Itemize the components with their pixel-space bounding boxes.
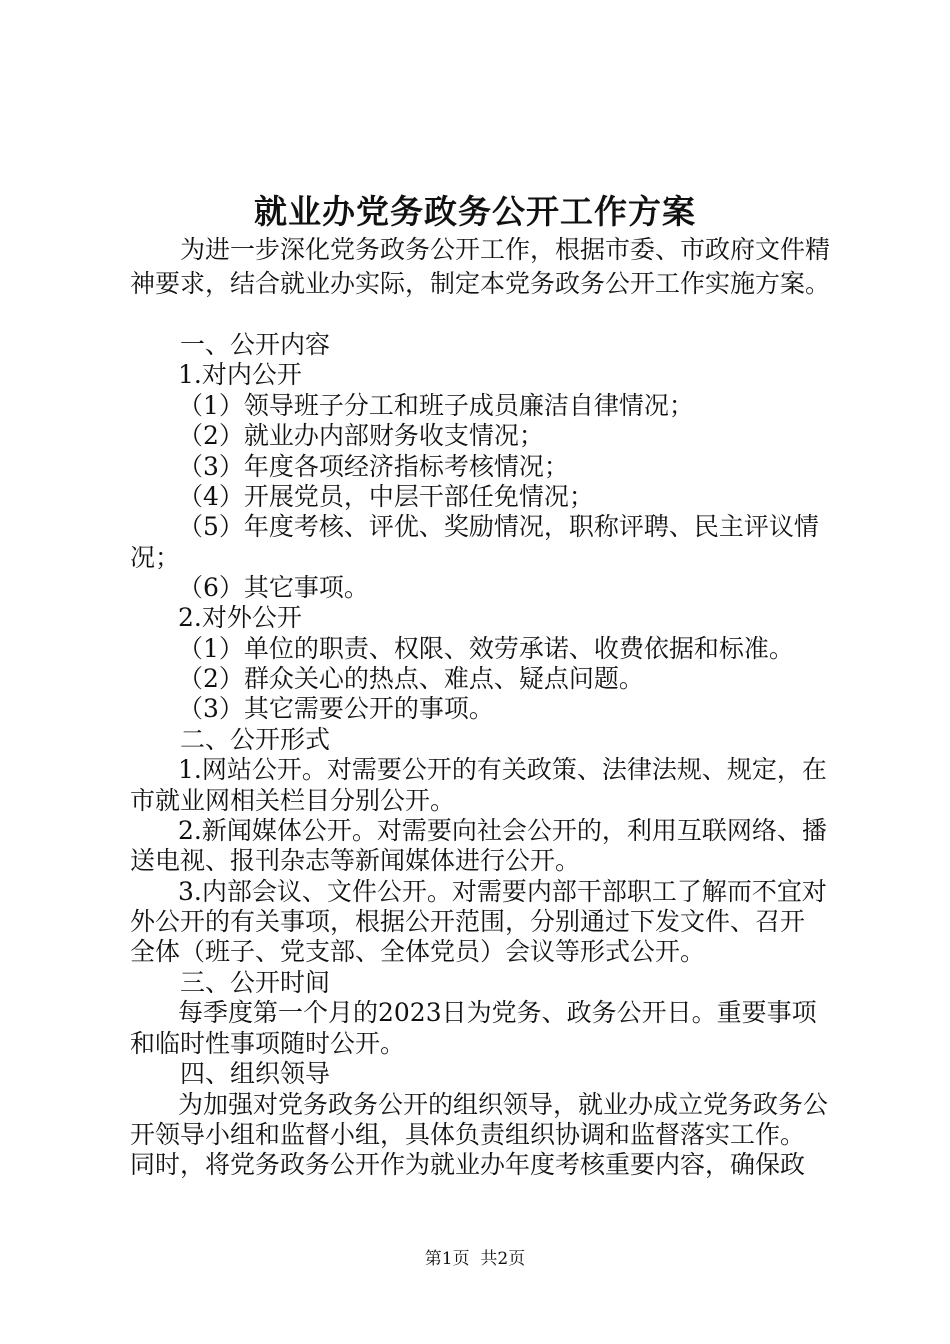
document-title: 就业办党务政务公开工作方案 xyxy=(254,192,696,231)
section-heading: 三、公开时间 xyxy=(180,968,331,997)
section-heading: 二、公开形式 xyxy=(180,725,331,754)
paragraph-line: 市就业网相关栏目分别公开。 xyxy=(130,786,456,815)
paragraph-line: 外公开的有关事项，根据公开范围，分别通过下发文件、召开 xyxy=(130,907,806,936)
list-item: （5）年度考核、评优、奖励情况，职称评聘、民主评议情 xyxy=(178,512,819,541)
list-item: （6）其它事项。 xyxy=(178,573,369,602)
section-heading: 一、公开内容 xyxy=(180,330,331,359)
list-item: （3）年度各项经济指标考核情况； xyxy=(178,452,569,481)
subsection-heading: 2.对外公开 xyxy=(178,603,302,632)
section-heading: 四、组织领导 xyxy=(180,1059,331,1088)
paragraph-line: 全体（班子、党支部、全体党员）会议等形式公开。 xyxy=(130,937,706,966)
list-item: （2）群众关心的热点、难点、疑点问题。 xyxy=(178,664,644,693)
list-item: （1）单位的职责、权限、效劳承诺、收费依据和标准。 xyxy=(178,634,794,663)
paragraph-line: 送电视、报刊杂志等新闻媒体进行公开。 xyxy=(130,846,581,875)
list-item: （3）其它需要公开的事项。 xyxy=(178,694,494,723)
page-footer: 第1页 共2页 xyxy=(424,1249,526,1269)
paragraph-line: 神要求，结合就业办实际，制定本党务政务公开工作实施方案。 xyxy=(130,269,831,298)
list-item-continuation: 况； xyxy=(130,543,181,572)
paragraph-line: 和临时性事项随时公开。 xyxy=(130,1029,406,1058)
paragraph-line: 开领导小组和监督小组，具体负责组织协调和监督落实工作。 xyxy=(130,1120,806,1149)
list-item: （2）就业办内部财务收支情况； xyxy=(178,421,544,450)
paragraph-line: 2.新闻媒体公开。对需要向社会公开的，利用互联网络、播 xyxy=(178,816,827,845)
paragraph-line: 1.网站公开。对需要公开的有关政策、法律法规、规定，在 xyxy=(178,755,827,784)
paragraph-line: 为加强对党务政务公开的组织领导，就业办成立党务政务公 xyxy=(178,1090,829,1119)
list-item: （1）领导班子分工和班子成员廉洁自律情况； xyxy=(178,391,694,420)
paragraph-line: 同时，将党务政务公开作为就业办年度考核重要内容，确保政 xyxy=(130,1150,806,1179)
list-item: （4）开展党员，中层干部任免情况； xyxy=(178,482,594,511)
subsection-heading: 1.对内公开 xyxy=(178,360,302,389)
paragraph-line: 3.内部会议、文件公开。对需要内部干部职工了解而不宜对 xyxy=(178,877,827,906)
paragraph-line: 每季度第一个月的2023日为党务、政务公开日。重要事项 xyxy=(178,998,817,1027)
paragraph-line: 为进一步深化党务政务公开工作，根据市委、市政府文件精 xyxy=(180,235,831,264)
